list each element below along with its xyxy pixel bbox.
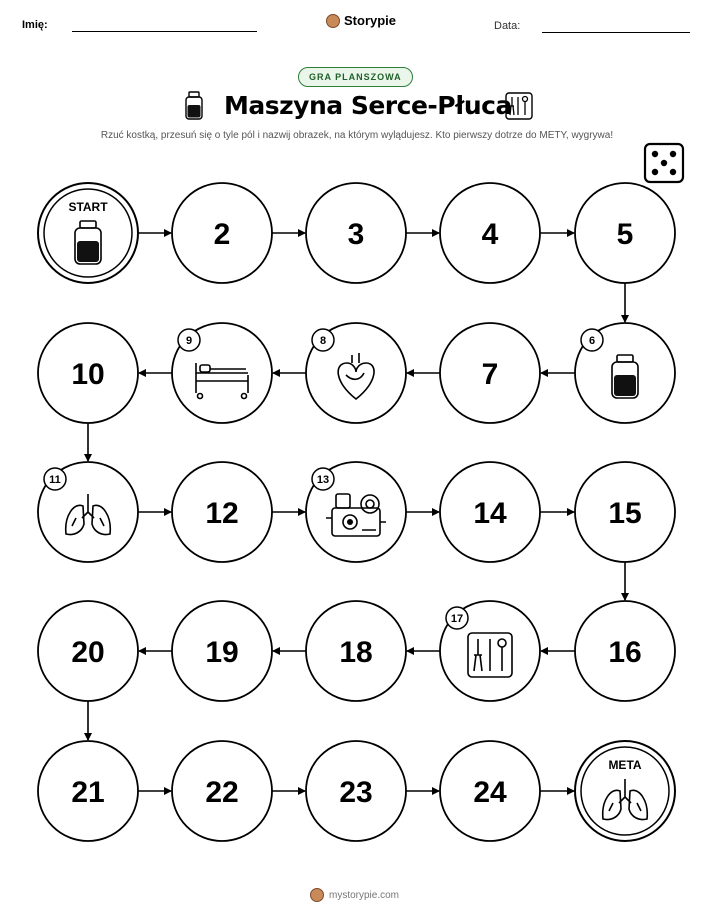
board-space-12[interactable]	[172, 462, 272, 562]
space-number: 22	[205, 776, 239, 809]
date-label: Data:	[494, 20, 521, 32]
board-space-22[interactable]	[172, 741, 272, 841]
page-title: Maszyna Serce-Płuca	[224, 91, 512, 120]
space-number-badge: 11	[49, 474, 61, 486]
board-space-15[interactable]	[575, 462, 675, 562]
board-space-18[interactable]	[306, 601, 406, 701]
space-number: 4	[481, 218, 499, 251]
name-label: Imię:	[22, 19, 48, 31]
board-space-24[interactable]	[440, 741, 540, 841]
board-space-10[interactable]	[38, 323, 138, 423]
space-number: 15	[608, 497, 642, 530]
game-type-badge: GRA PLANSZOWA	[298, 67, 413, 87]
board-space-3[interactable]	[306, 183, 406, 283]
space-number: 10	[71, 358, 105, 391]
space-number: 7	[481, 358, 499, 391]
board-space-21[interactable]	[38, 741, 138, 841]
space-number: 5	[616, 218, 634, 251]
board-space-13[interactable]	[306, 462, 406, 562]
space-number-badge: 6	[588, 335, 596, 347]
space-number: 21	[71, 776, 105, 809]
board-space-19[interactable]	[172, 601, 272, 701]
board-space-20[interactable]	[38, 601, 138, 701]
board-space-6[interactable]	[575, 323, 675, 423]
space-number: 24	[473, 776, 507, 809]
space-number: 19	[205, 636, 239, 669]
space-number: 2	[213, 218, 231, 251]
finish-label: META	[608, 758, 642, 772]
board-space-14[interactable]	[440, 462, 540, 562]
space-number: 14	[473, 497, 507, 530]
board-space-16[interactable]	[575, 601, 675, 701]
footer	[310, 888, 399, 902]
board-space-17[interactable]	[440, 601, 540, 701]
space-number-badge: 8	[319, 335, 327, 347]
board-space-5[interactable]	[575, 183, 675, 283]
space-number: 3	[347, 218, 365, 251]
space-number: 18	[339, 636, 373, 669]
space-number: 20	[71, 636, 105, 669]
vial-icon	[75, 221, 101, 264]
footer-url[interactable]: mystorypie.com	[329, 889, 400, 901]
space-number-badge: 9	[185, 335, 193, 347]
finish-space[interactable]	[575, 741, 675, 841]
space-number-badge: 13	[316, 474, 330, 486]
board-space-8[interactable]	[306, 323, 406, 423]
instructions: Rzuć kostką, przesuń się o tyle pól i nazwij obrazek, na którym wylądujesz. Kto pierwszy dotrze do METY, wygrywa!	[100, 130, 614, 141]
board-space-11[interactable]	[38, 462, 138, 562]
space-number: 16	[608, 636, 642, 669]
board-space-2[interactable]	[172, 183, 272, 283]
vial-icon	[612, 355, 638, 398]
board-space-9[interactable]	[172, 323, 272, 423]
brand-name: Storypie	[344, 13, 397, 28]
bear-icon	[310, 888, 324, 902]
board-space-23[interactable]	[306, 741, 406, 841]
space-number-badge: 17	[450, 613, 464, 625]
board-space-7[interactable]	[440, 323, 540, 423]
space-number: 23	[339, 776, 373, 809]
start-space[interactable]	[38, 183, 138, 283]
space-number: 12	[205, 497, 239, 530]
start-label: START	[68, 200, 108, 214]
board-space-4[interactable]	[440, 183, 540, 283]
